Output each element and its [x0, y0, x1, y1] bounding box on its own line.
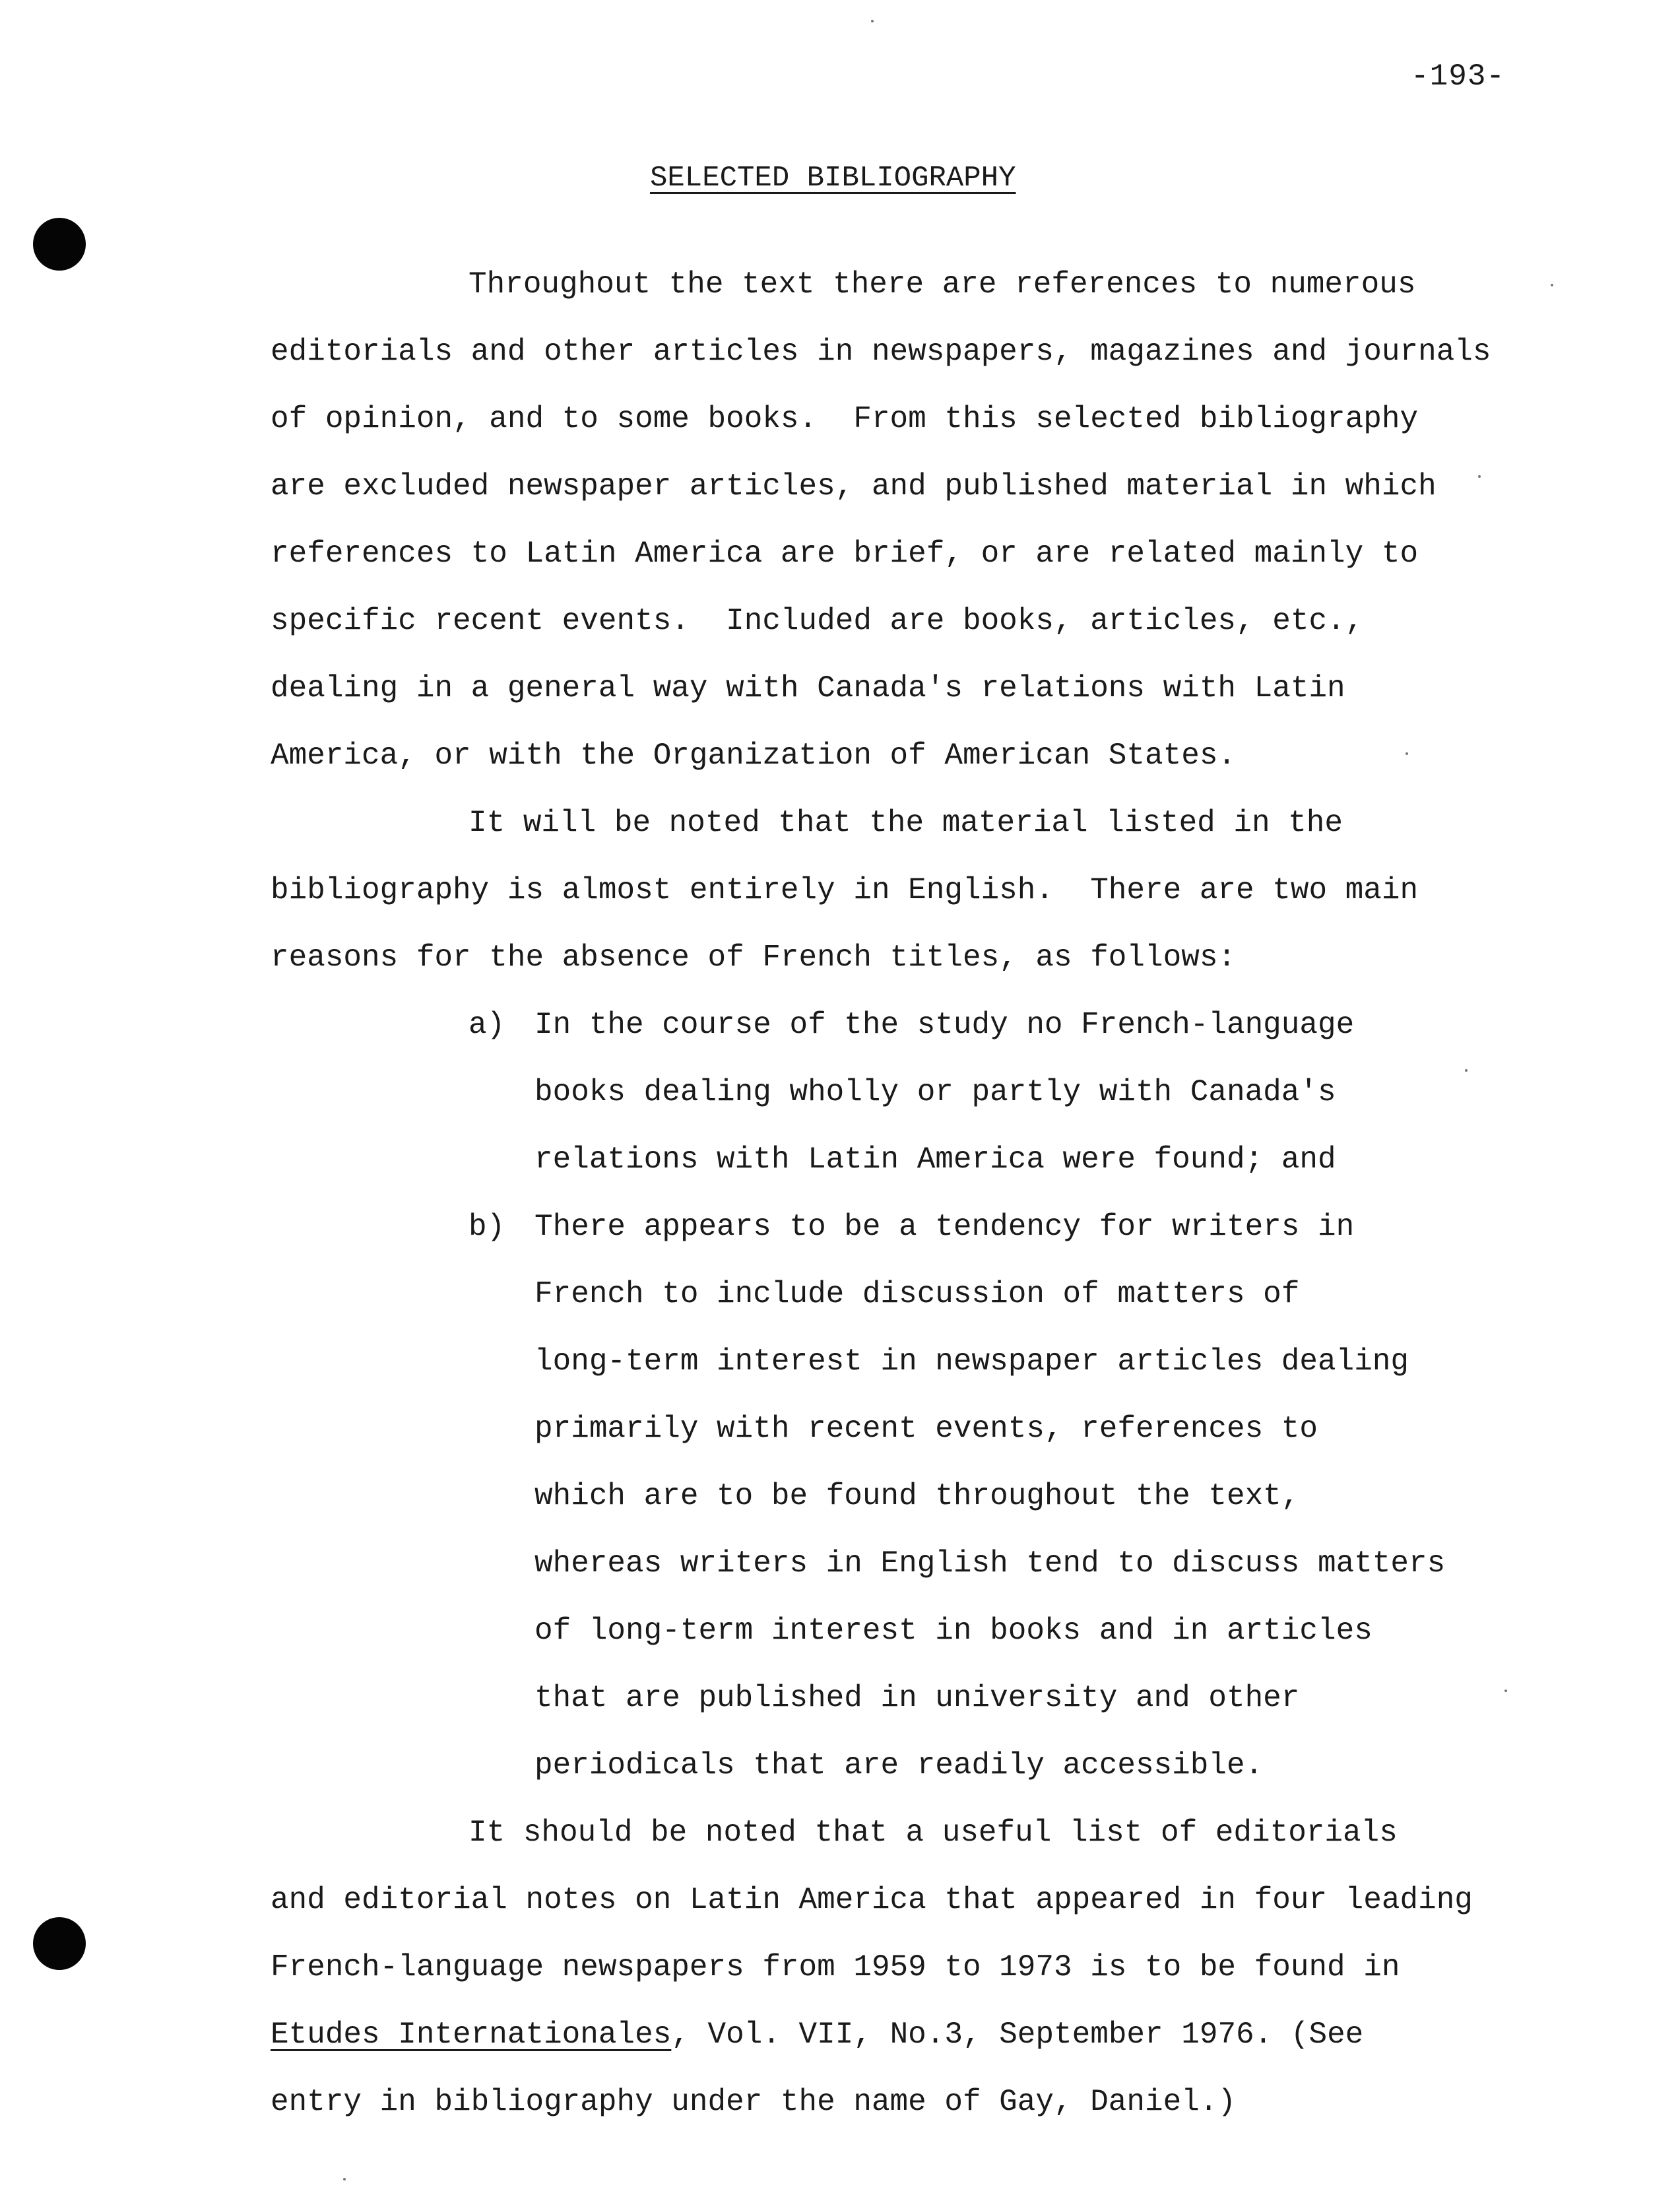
scan-speck: [1405, 752, 1408, 755]
list-item-b-line: long-term interest in newspaper articles dealing: [534, 1344, 1409, 1379]
paragraph-1-line: are excluded newspaper articles, and published material in which: [271, 469, 1437, 504]
paragraph-3-line: French-language newspapers from 1959 to 1973 is to be found in: [271, 1950, 1400, 1984]
list-item-b-line: periodicals that are readily accessible.: [534, 1748, 1264, 1783]
scan-speck: [1478, 475, 1481, 478]
list-marker-a: a): [468, 1008, 505, 1042]
journal-title: Etudes Internationales: [271, 2017, 672, 2052]
punch-hole-top: [33, 218, 86, 271]
scan-speck: [1465, 1069, 1468, 1072]
paragraph-1-line: of opinion, and to some books. From this selected bibliography: [271, 402, 1419, 436]
paragraph-1-line: specific recent events. Included are books, articles, etc.,: [271, 604, 1364, 638]
list-item-b-line: whereas writers in English tend to discuss matters: [534, 1546, 1446, 1581]
paragraph-3-line: [271, 2019, 1363, 2050]
list-item-b-line: There appears to be a tendency for writers in: [534, 1210, 1355, 1244]
paragraph-2-line: reasons for the absence of French titles, as follows:: [271, 940, 1237, 975]
page-number: -193-: [1411, 59, 1506, 94]
scan-speck: [871, 20, 874, 22]
list-item-b-line: French to include discussion of matters of: [534, 1277, 1300, 1311]
paragraph-1-line: Throughout the text there are references to numerous: [468, 267, 1416, 302]
punch-hole-bottom: [33, 1917, 86, 1970]
paragraph-1-line: America, or with the Organization of American States.: [271, 738, 1237, 773]
scan-speck: [1504, 1689, 1507, 1692]
paragraph-2-line: It will be noted that the material listed in the: [468, 806, 1343, 840]
list-item-b-line: of long-term interest in books and in articles: [534, 1614, 1373, 1648]
paragraph-2-line: bibliography is almost entirely in English. There are two main: [271, 873, 1419, 907]
paragraph-3-line: entry in bibliography under the name of Gay, Daniel.): [271, 2085, 1237, 2119]
paragraph-1-line: editorials and other articles in newspapers, magazines and journals: [271, 335, 1491, 369]
scan-speck: [343, 2178, 346, 2181]
paragraph-1-line: dealing in a general way with Canada's relations with Latin: [271, 671, 1345, 705]
list-item-a-line: books dealing wholly or partly with Canada's: [534, 1075, 1336, 1109]
scan-speck: [1551, 284, 1553, 286]
paragraph-3-line: It should be noted that a useful list of editorials: [468, 1816, 1398, 1850]
journal-citation: , Vol. VII, No.3, September 1976. (See: [671, 2017, 1364, 2052]
list-marker-b: b): [468, 1210, 505, 1244]
list-item-a-line: In the course of the study no French-language: [534, 1008, 1355, 1042]
paragraph-3-line: and editorial notes on Latin America that appeared in four leading: [271, 1883, 1473, 1917]
list-item-b-line: that are published in university and other: [534, 1681, 1300, 1715]
list-item-b-line: primarily with recent events, references to: [534, 1412, 1318, 1446]
page-title: SELECTED BIBLIOGRAPHY: [650, 162, 1016, 195]
list-item-a-line: relations with Latin America were found; and: [534, 1142, 1336, 1177]
list-item-b-line: which are to be found throughout the text,: [534, 1479, 1300, 1513]
paragraph-1-line: references to Latin America are brief, or are related mainly to: [271, 537, 1419, 571]
